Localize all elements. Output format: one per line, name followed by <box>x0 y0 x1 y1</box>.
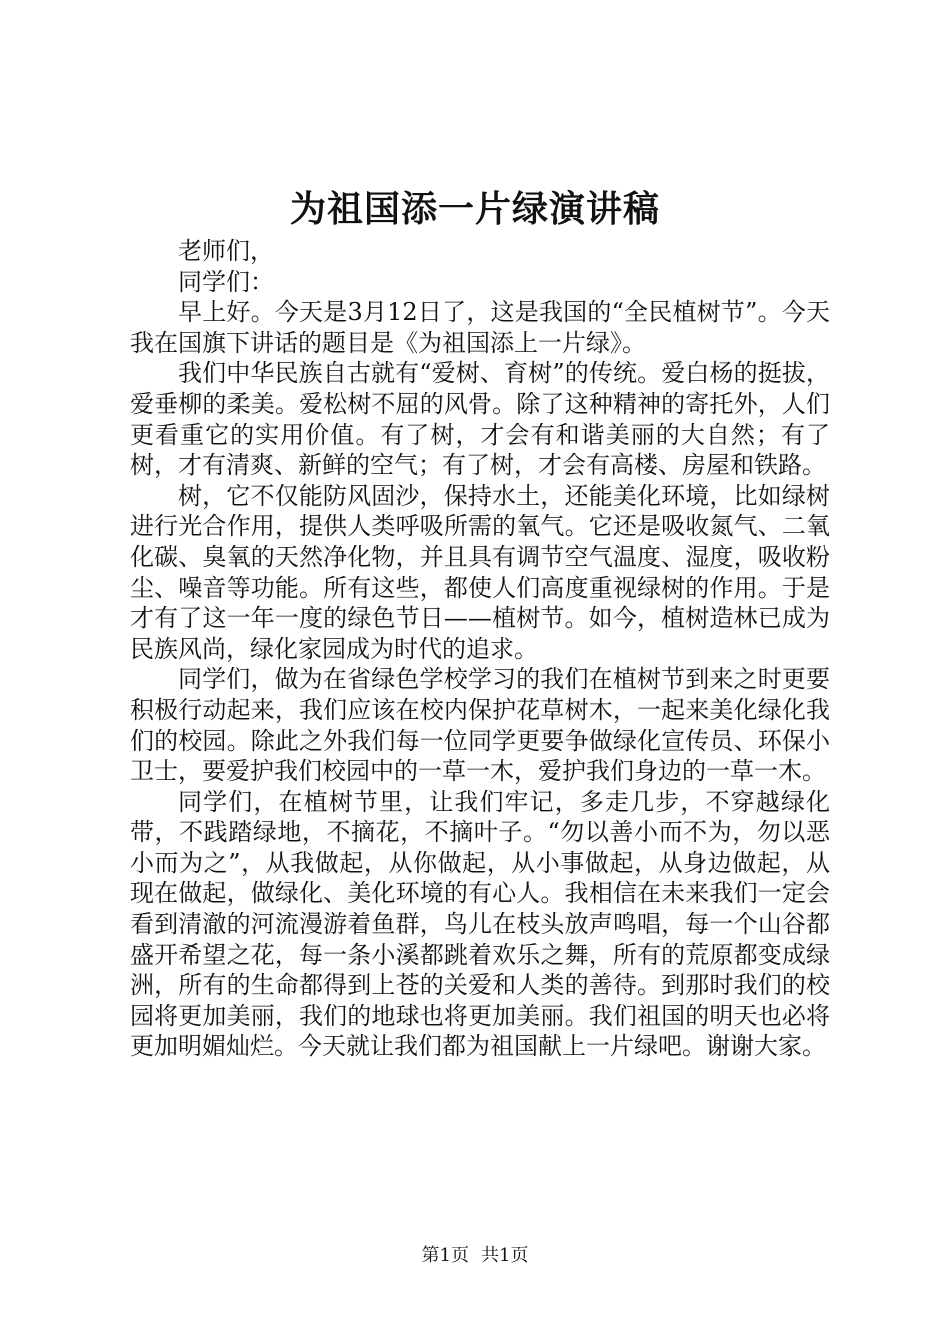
page-number: 第1页 <box>421 1245 469 1266</box>
salutation-students: 同学们： <box>178 267 274 296</box>
page-footer <box>0 1244 950 1268</box>
page-total: 共1页 <box>481 1245 529 1266</box>
paragraph-tree-benefits: 树，它不仅能防风固沙，保持水土，还能美化环境，比如绿树进行光合作用，提供人类呼吸所需的氧气。它还是吸收氮气、二氧化碳、臭氧的天然净化物，并且具有调节空气温度、湿度，吸收粉尘、噪音等功能。所有这些，都使人们高度重视绿树的作用。于是才有了这一年一度的绿色节日——植树节。如今，植树造林已成为民族风尚，绿化家园成为时代的追求。 <box>130 481 830 663</box>
document-body <box>130 236 830 1062</box>
document-title: 为祖国添一片绿演讲稿 <box>289 188 660 230</box>
paragraph-greeting: 早上好。今天是3月12日了，这是我国的“全民植树节”。今天我在国旗下讲话的题目是《为祖国添上一片绿》。 <box>130 298 830 357</box>
paragraph-tradition: 我们中华民族自古就有“爱树、育树”的传统。爱白杨的挺拔，爱垂柳的柔美。爱松树不屈的风骨。除了这种精神的寄托外，人们更看重它的实用价值。有了树，才会有和谐美丽的大自然；有了树，才有清爽、新鲜的空气；有了树，才会有高楼、房屋和铁路。 <box>130 359 830 480</box>
paragraph-closing: 同学们，在植树节里，让我们牢记，多走几步，不穿越绿化带，不践踏绿地，不摘花，不摘叶子。“勿以善小而不为，勿以恶小而为之”，从我做起，从你做起，从小事做起，从身边做起，从现在做起，做绿化、美化环境的有心人。我相信在未来我们一定会看到清澈的河流漫游着鱼群，鸟儿在枝头放声鸣唱，每一个山谷都盛开希望之花，每一条小溪都跳着欢乐之舞，所有的荒原都变成绿洲，所有的生命都得到上苍的关爱和人类的善待。到那时我们的校园将更加美丽，我们的地球也将更加美丽。我们祖国的明天也必将更加明媚灿烂。今天就让我们都为祖国献上一片绿吧。谢谢大家。 <box>130 787 830 1061</box>
paragraph-school-action: 同学们，做为在省绿色学校学习的我们在植树节到来之时更要积极行动起来，我们应该在校内保护花草树木，一起来美化绿化我们的校园。除此之外我们每一位同学更要争做绿化宣传员、环保小卫士，要爱护我们校园中的一草一木，爱护我们身边的一草一木。 <box>130 665 830 786</box>
salutation-teachers: 老师们， <box>178 237 274 265</box>
